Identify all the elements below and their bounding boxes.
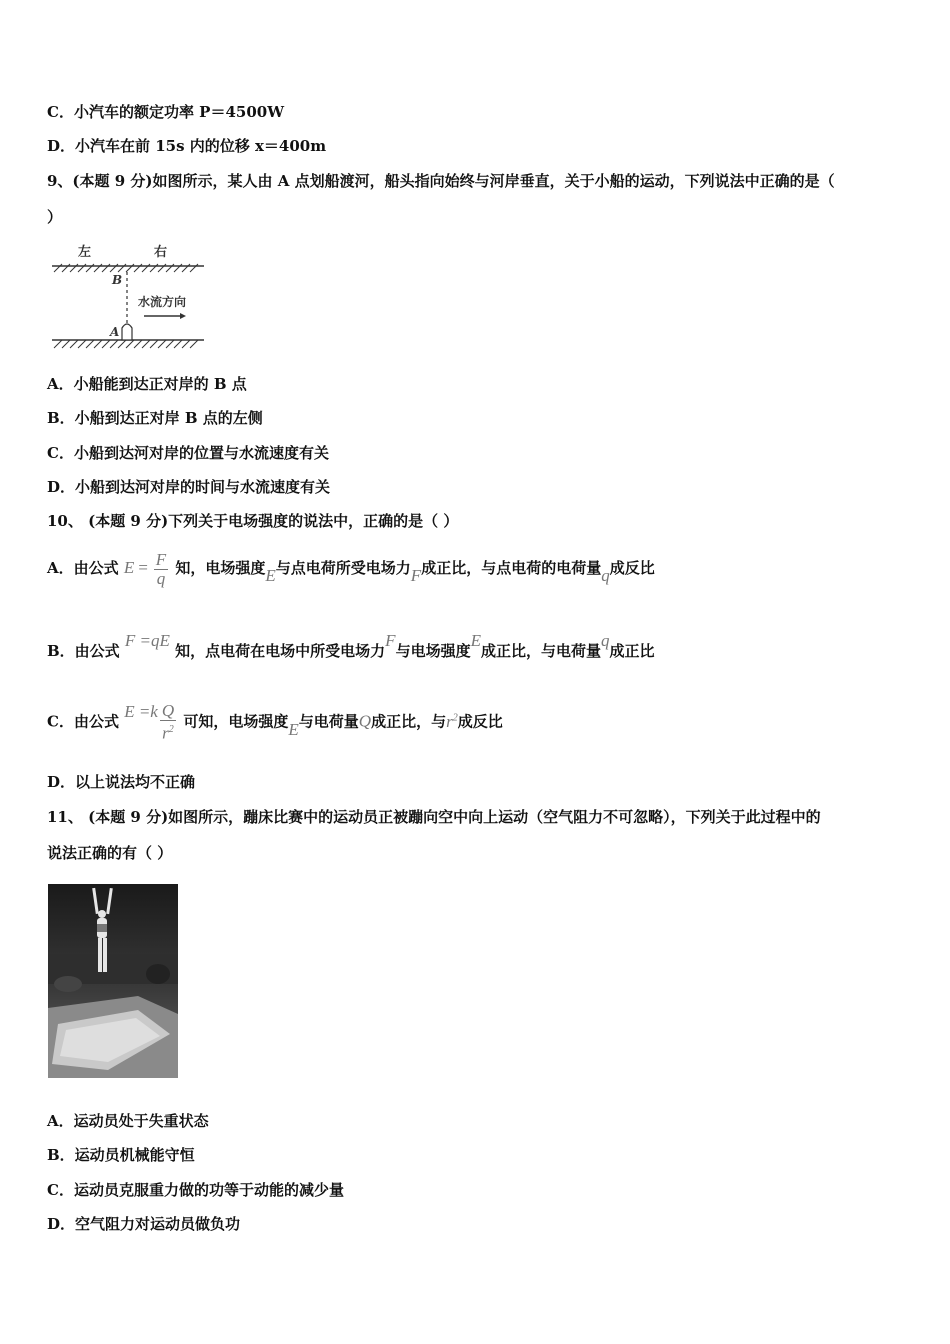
option-c-q9: C．小船到达河对岸的位置与水流速度有关	[47, 444, 329, 462]
point-a-label: A	[110, 325, 120, 339]
option-c-q8: C．小汽车的额定功率 P＝4500W	[47, 103, 285, 121]
option-a-q11: A．运动员处于失重状态	[47, 1112, 209, 1130]
question-9-text: 9、(本题 9 分)如图所示，某人由 A 点划船渡河，船头指向始终与河岸垂直，关于小船的运动，下列说法中正确的是（	[47, 172, 835, 190]
option-a-q9: A．小船能到达正对岸的 B 点	[47, 375, 247, 393]
option-c-q10: C．由公式 E =k $\frac{Q}{r^2}$ 可知，电场强度E与电荷量Q成正比，与$r^2$成反比	[47, 701, 503, 743]
point-b-label: B	[112, 273, 123, 287]
option-d-q10: D．以上说法均不正确	[47, 773, 196, 791]
question-10-text: 10、 (本题 9 分)下列关于电场强度的说法中，正确的是（ ）	[47, 512, 459, 530]
left-bank-label: 左	[78, 245, 92, 260]
option-b-q11: B．运动员机械能守恒	[47, 1146, 195, 1164]
question-9-text-cont: ）	[47, 208, 63, 226]
question-11-text: 11、 (本题 9 分)如图所示，蹦床比赛中的运动员正被蹦向空中向上运动（空气阻力不可忽略），下列关于此过程中的	[47, 808, 821, 826]
flow-direction-label: 水流方向	[138, 295, 187, 309]
option-b-q10: B．由公式 F =qE 知，点电荷在电场中所受电场力F与电场强度E成正比，与电荷量q成正比	[47, 631, 655, 660]
trampoline-photo	[48, 884, 178, 1078]
option-d-q8: D．小汽车在前 15s 内的位移 x＝400m	[47, 137, 327, 155]
river-crossing-diagram	[48, 236, 208, 354]
right-bank-label: 右	[154, 245, 168, 260]
option-c-q11: C．运动员克服重力做的功等于动能的减少量	[47, 1181, 344, 1199]
option-d-q11: D．空气阻力对运动员做负功	[47, 1215, 241, 1233]
option-b-q9: B．小船到达正对岸 B 点的左侧	[47, 409, 263, 427]
question-11-text-cont: 说法正确的有（ ）	[47, 844, 173, 862]
option-d-q9: D．小船到达河对岸的时间与水流速度有关	[47, 478, 331, 496]
option-a-q10: A．由公式 E = $\frac{F}{q}$ 知，电场强度E与点电荷所受电场力F成正比，与点电荷的电荷量q成反比	[47, 549, 655, 588]
